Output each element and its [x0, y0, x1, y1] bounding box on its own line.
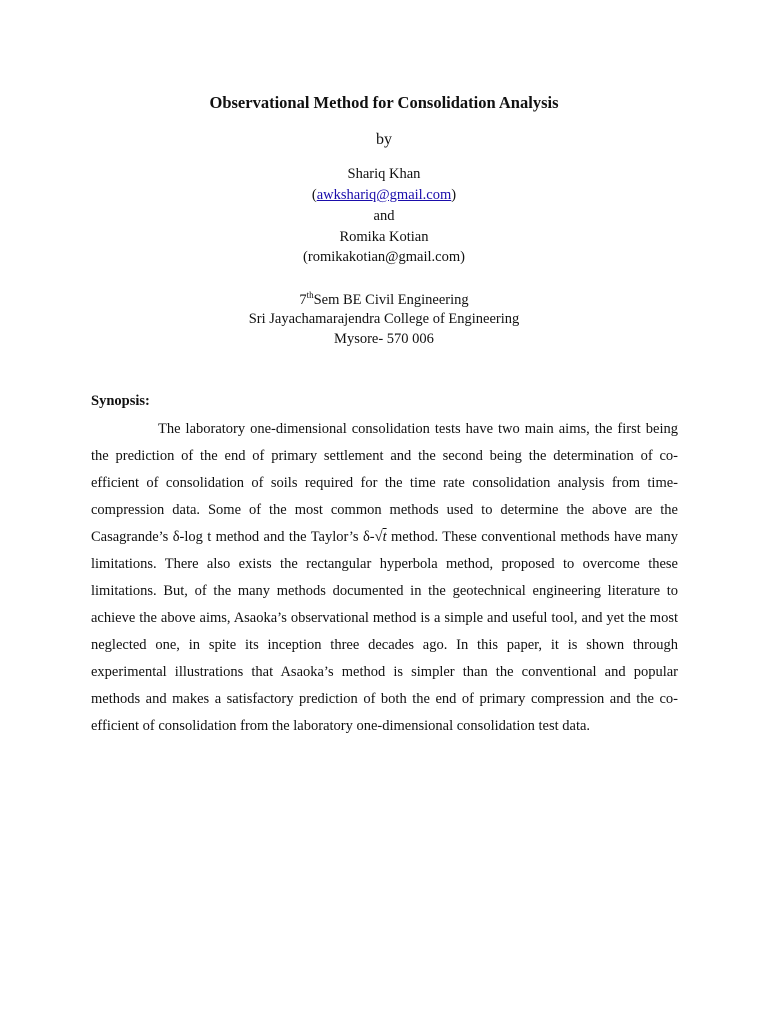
affiliation-college: Sri Jayachamarajendra College of Engineering: [248, 311, 520, 327]
author1-email-line: [0, 187, 768, 204]
author1-close-paren: ): [451, 187, 457, 203]
sqrt-symbol: √: [374, 529, 383, 545]
author2-name: Romika Kotian: [339, 229, 429, 245]
and-conjunction: and: [373, 208, 395, 224]
synopsis-paragraph: [91, 416, 678, 740]
author1-email-link[interactable]: awkshariq@gmail.com: [316, 187, 452, 203]
by-line: by: [376, 131, 392, 148]
author1-name: Shariq Khan: [347, 166, 421, 182]
sqrt-variable: t: [382, 529, 387, 545]
semester-program: Sem BE Civil Engineering: [313, 292, 469, 308]
paper-title: Observational Method for Consolidation Analysis: [209, 93, 559, 112]
synopsis-text-part1: The laboratory one-dimensional consolidation tests have two main aims, the first being the prediction of the end of primary settlement and the second being the determination of co-efficient of consolidation of soils required for the time rate consolidation analysis from time-compression data. Some of the most common methods used to determine the above are the Casagrande’s δ-log t method and the Taylor’s δ-: [91, 421, 678, 545]
author2-email: (romikakotian@gmail.com): [303, 249, 465, 265]
semester-ordinal: th: [306, 290, 314, 300]
affiliation-semester: [0, 290, 768, 309]
synopsis-heading: Synopsis:: [91, 393, 150, 409]
synopsis-text-part2: method. These conventional methods have many limitations. There also exists the rectangular hyperbola method, proposed to overcome these limitations. But, of the many methods documented in the geotechnical engineering literature to achieve the above aims, Asaoka’s observational method is a simple and useful tool, and yet the most neglected one, in spite its inception three decades ago. In this paper, it is shown through experimental illustrations that Asaoka’s method is simpler than the conventional and popular methods and makes a satisfactory prediction of both the end of primary compression and the co-efficient of consolidation from the laboratory one-dimensional consolidation test data.: [91, 529, 679, 734]
author1-open-paren: (: [311, 187, 317, 203]
semester-number: 7: [299, 292, 307, 308]
affiliation-city: Mysore- 570 006: [334, 331, 434, 347]
